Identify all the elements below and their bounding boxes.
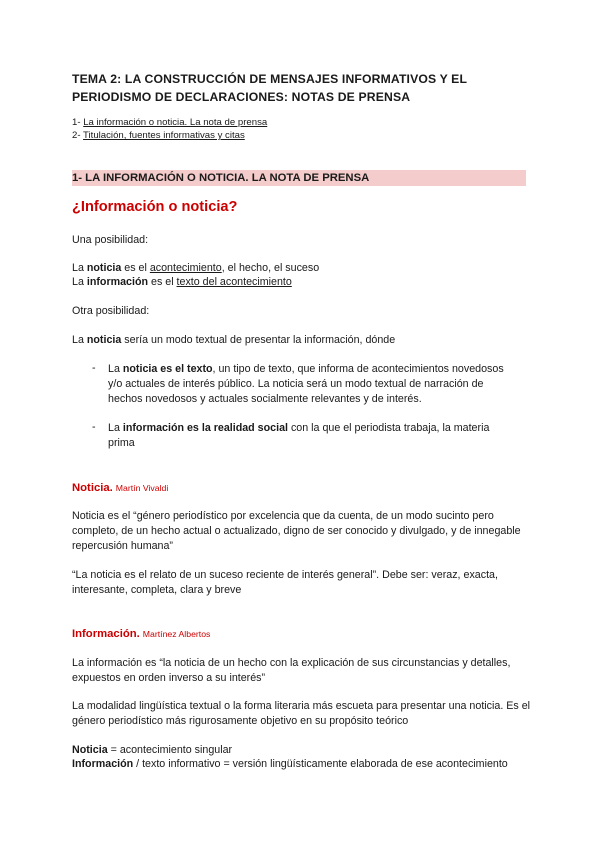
bullet-dash: - (92, 362, 96, 374)
bullet-item: La información es la realidad social con la que el periodista trabaja, la materia prima (108, 422, 490, 449)
otra-definition: La noticia sería un modo textual de presentar la información, dónde (72, 334, 396, 346)
noticia-heading: Noticia. Martín Vivaldi (72, 482, 169, 494)
definition-noticia: La noticia es el acontecimiento, el hecho, el suceso (72, 262, 320, 274)
summary-informacion: Información / texto informativo = versión lingüísticamente elaborada de ese acontecimiento (72, 758, 508, 770)
noticia-paragraph-2: “La noticia es el relato de un suceso reciente de interés general”. Debe ser: veraz, exacta, interesante, completa, clara y breve (72, 569, 498, 596)
una-posibilidad-label: Una posibilidad: (72, 234, 149, 246)
table-of-contents (72, 116, 267, 142)
summary-noticia: Noticia = acontecimiento singular (72, 744, 233, 756)
noticia-paragraph-1: Noticia es el “género periodístico por excelencia que da cuenta, de un modo sucinto pero completo, de un hecho actual o actualizado, digno de ser conocido y divulgado, y de innegable repercusión humana” (72, 510, 521, 552)
informacion-paragraph-1: La información es “la noticia de un hecho con la explicación de sus circunstancias y detalles, expuestos en orden inverso a su interés” (72, 657, 511, 684)
toc-link-2[interactable]: Titulación, fuentes informativas y citas (83, 130, 245, 141)
document-title: TEMA 2: LA CONSTRUCCIÓN DE MENSAJES INFORMATIVOS Y EL PERIODISMO DE DECLARACIONES: NOTAS DE PRENSA (72, 72, 467, 104)
bullet-dash: - (92, 421, 96, 433)
section-heading: 1- LA INFORMACIÓN O NOTICIA. LA NOTA DE PRENSA (72, 170, 526, 186)
otra-posibilidad-label: Otra posibilidad: (72, 305, 150, 317)
toc-link-1[interactable]: La información o noticia. La nota de prensa (83, 117, 268, 128)
toc-item: 1- La información o noticia. La nota de prensa (72, 117, 268, 128)
toc-item: 2- Titulación, fuentes informativas y citas (72, 130, 245, 141)
definition-informacion: La información es el texto del acontecimiento (72, 276, 292, 288)
informacion-paragraph-2: La modalidad lingüística textual o la forma literaria más escueta para presentar una noticia. Es el género periodístico más rigurosamente objetivo en su propósito teórico (72, 700, 531, 727)
informacion-heading: Información. Martínez Albertos (72, 628, 211, 640)
bullet-item: La noticia es el texto, un tipo de texto, que informa de acontecimientos novedosos y/o actuales de interés público. La noticia será un modo textual de narración de hechos novedosos y actuales socialmente relevantes y de interés. (108, 363, 504, 405)
question-heading: ¿Información o noticia? (72, 199, 238, 215)
